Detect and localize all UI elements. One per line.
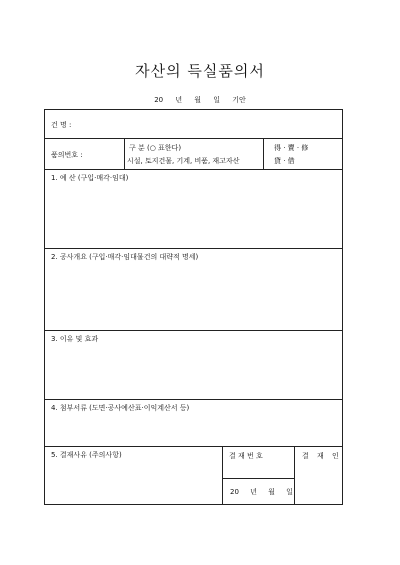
reason-label: 3. 이유 및 효과 [51,335,99,343]
budget-section [45,170,342,249]
approval-signer-divider [294,447,295,504]
approval-no-divider [222,447,223,504]
document-title: 자산의 득실품의서 [135,62,265,80]
subject-row [45,110,342,139]
proposal-no-label: 품의번호 : [51,151,83,159]
attachments-label: 4. 첨부서류 (도면·공사예산표·이익계산서 등) [51,404,190,412]
types-bottom: 貸 · 借 [274,157,295,165]
overview-section [45,249,342,331]
approval-form [44,109,343,505]
budget-label: 1. 예 산 (구입·매각·임대) [51,174,129,182]
draft-date-line: 20 년 월 일 기안 [154,96,246,104]
subject-label: 건 명 : [51,121,72,129]
types-top: 得 · 賣 · 修 [274,144,309,152]
overview-label: 2. 공사개요 (구입·매각·임대물건의 대략적 명세) [51,253,199,261]
approval-section [45,447,342,504]
types-divider [263,139,264,169]
proposal-row [45,139,342,170]
category-items: 시설, 토지건물, 기계, 비품, 재고자산 [127,157,240,165]
approval-signer-label: 결 재 인 [302,452,339,460]
category-heading: 구 분 (○ 표한다) [129,144,182,152]
category-divider [124,139,125,169]
approval-reason-label: 5. 결재사유 (주의사항) [51,451,122,459]
approval-date-divider [222,478,294,479]
attachments-section [45,400,342,447]
approval-date: 20 년 월 일 [230,488,293,496]
reason-section [45,331,342,400]
approval-number-label: 결 재 번 호 [229,452,263,460]
